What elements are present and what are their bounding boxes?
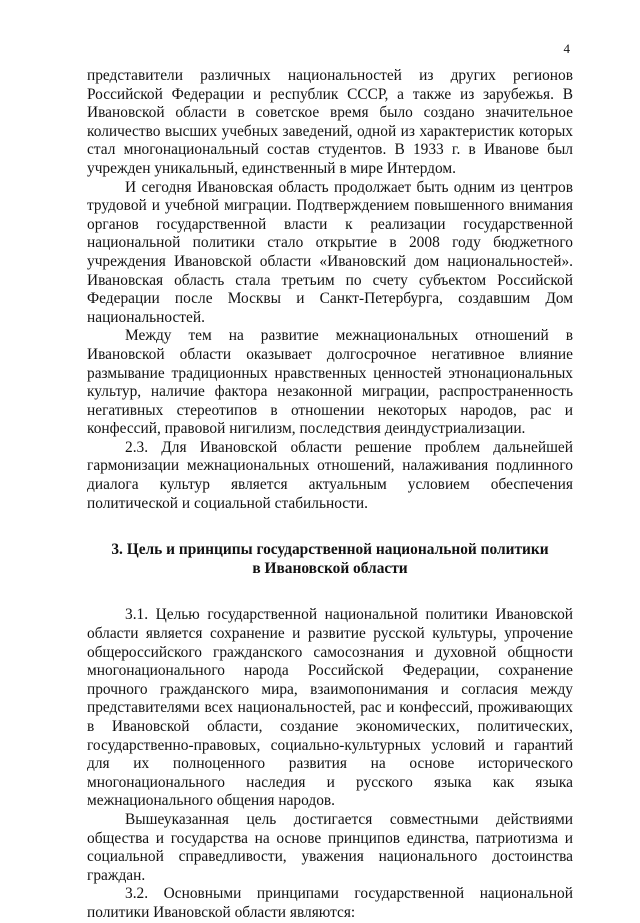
- paragraph-migration-center: И сегодня Ивановская область продолжает быть одним из центров трудовой и учебной миграции. Подтверждением повышенного внимания органов государственной власти к реализации государственной национальной политики стало открытие в 2008 году бюджетного учреждения Ивановской области «Ивановский дом национальностей». Ивановская область стала третьим по счету субъектом Российской Федерации после Москвы и Санкт-Петербурга, создавшим Дом национальностей.: [87, 178, 573, 326]
- document-body: [87, 67, 573, 923]
- section-heading-line-1: 3. Цель и принципы государственной национальной политики: [111, 541, 549, 559]
- paragraph-2-3: 2.3. Для Ивановской области решение проблем дальнейшей гармонизации межнациональных отношений, налаживания подлинного диалога культур является актуальным условием обеспечения политической и социальной стабильности.: [87, 438, 573, 512]
- paragraph-goal-achievement: Вышеуказанная цель достигается совместными действиями общества и государства на основе принципов единства, патриотизма и социальной справедливости, уважения национального достоинства граждан.: [87, 810, 573, 884]
- section-heading: [87, 541, 573, 578]
- paragraph-negative-factors: Между тем на развитие межнациональных отношений в Ивановской области оказывает долгосрочное негативное влияние размывание традиционных нравственных ценностей этнонациональных культур, наличие фактора незаконной миграции, распространенность негативных стереотипов в отношении некоторых народов, рас и конфессий, правовой нигилизм, последствия деиндустриализации.: [87, 327, 573, 438]
- paragraph-continuation: представители различных национальностей из других регионов Российской Федерации и республик СССР, а также из зарубежья. В Ивановской области в советское время было создано значительное количество высших учебных заведений, одной из характеристик которых стал многонациональный состав студентов. В 1933 г. в Иванове был учрежден уникальный, единственный в мире Интердом.: [87, 67, 573, 177]
- paragraph-3-2: 3.2. Основными принципами государственной национальной политики Ивановской области являются:: [87, 885, 573, 921]
- page-number: 4: [563, 41, 570, 56]
- section-heading-line-2: в Ивановской области: [252, 559, 408, 577]
- paragraph-3-1: 3.1. Целью государственной национальной политики Ивановской области является сохранение и развитие русской культуры, упрочение общероссийского гражданского самосознания и духовной общности многонационального народа Российской Федерации, сохранение прочного гражданского мира, взаимопонимания и согласия между представителями всех национальностей, рас и конфессий, проживающих в Ивановской области, создание экономических, политических, государственно-правовых, социально-культурных условий и гарантий для их полноценного развития на основе исторического многонационального наследия и русского языка как языка межнационального общения народов.: [87, 606, 573, 810]
